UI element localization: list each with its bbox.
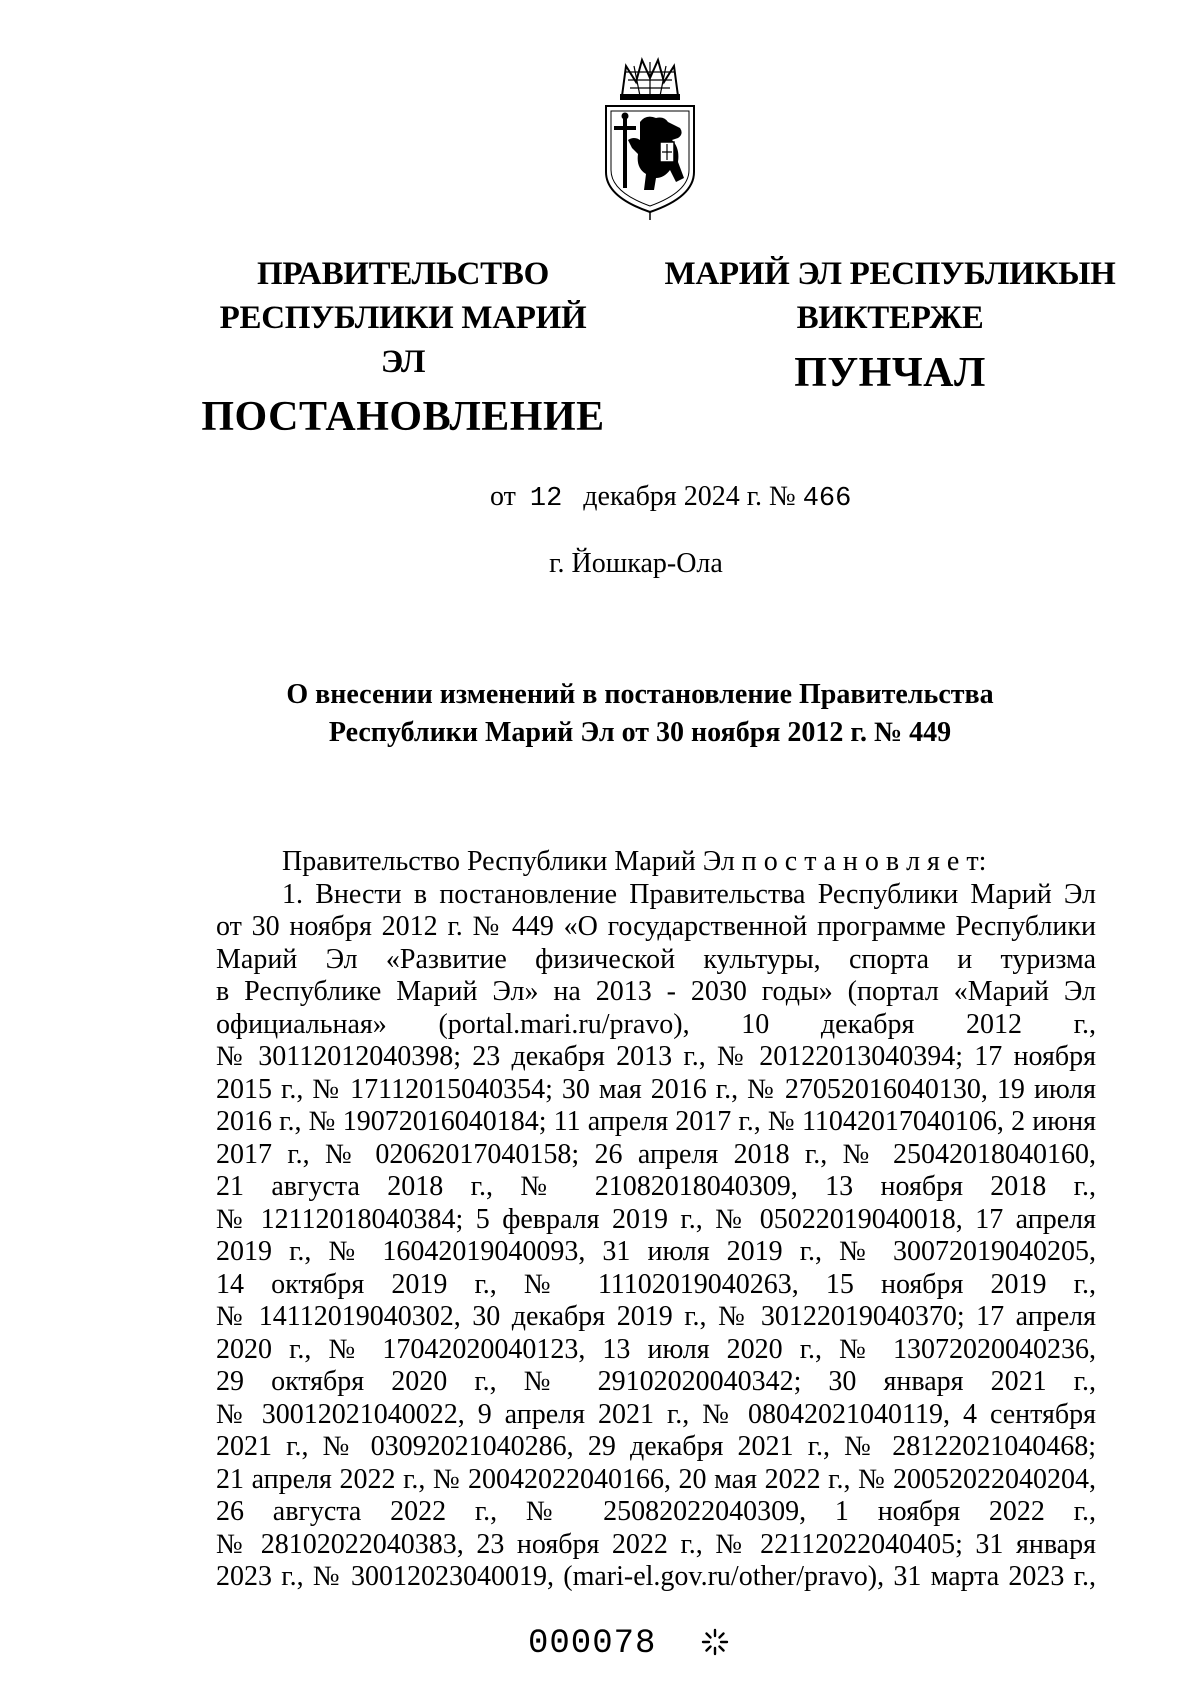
body-line: 1. Внести в постановление Правительства Республики Марий Эл — [282, 878, 1096, 910]
body-line: 2016 г., № 19072016040184; 11 апреля 2017 г., № 11042017040106, 2 июня — [216, 1106, 1096, 1137]
body-line: 2021 г., № 03092021040286, 29 декабря 2021 г., № 28122021040468; — [216, 1431, 1096, 1462]
org-name-line2-ru: РЕСПУБЛИКИ МАРИЙ ЭЛ — [219, 300, 587, 380]
date-month-year: декабря 2024 г. № — [583, 481, 796, 512]
body-line: официальная» (portal.mari.ru/pravo), 10 декабря 2012 г., — [216, 1008, 1096, 1040]
body-line: от 30 ноября 2012 г. № 449 «О государственной программе Республики — [216, 911, 1096, 942]
doc-type-mari: ПУНЧАЛ — [794, 350, 986, 396]
body-line: 21 апреля 2022 г., № 20042022040166, 20 мая 2022 г., № 20052022040204, — [216, 1463, 1096, 1495]
body-line: № 30112012040398; 23 декабря 2013 г., № 20122013040394; 17 ноября — [216, 1041, 1096, 1072]
body-line: № 30012021040022, 9 апреля 2021 г., № 08042021040119, 4 сентября — [216, 1398, 1096, 1430]
document-title — [240, 676, 1040, 752]
org-name-line2-mari: ВИКТЕРЖЕ — [796, 300, 984, 336]
date-prefix: от — [490, 481, 516, 512]
title-line2: Республики Марий Эл от 30 ноября 2012 г. № 449 — [328, 717, 952, 748]
header-left — [198, 252, 608, 442]
org-name-line1-ru: ПРАВИТЕЛЬСТВО — [257, 256, 549, 292]
body-paragraph — [216, 879, 1096, 1594]
asterisk-mark-icon — [698, 1625, 732, 1659]
body-line: 2015 г., № 17112015040354; 30 мая 2016 г., № 27052016040130, 19 июля — [216, 1073, 1096, 1105]
body-line: в Республике Марий Эл» на 2013 - 2030 годы» (портал «Марий Эл — [216, 976, 1096, 1007]
body-intro: Правительство Республики Марий Эл п о с т а н о в л я е т: — [282, 846, 987, 877]
body-line: 21 августа 2018 г., № 21082018040309, 13 ноября 2018 г., — [216, 1171, 1096, 1202]
footer-serial: 000078 — [528, 1625, 657, 1663]
header-right — [660, 252, 1120, 398]
body-line: 2023 г., № 30012023040019, (mari-el.gov.ru/other/pravo), 31 марта 2023 г., — [216, 1561, 1096, 1592]
org-name-line1-mari: МАРИЙ ЭЛ РЕСПУБЛИКЫН — [664, 256, 1116, 292]
body-line: 2020 г., № 17042020040123, 13 июля 2020 г., № 13072020040236, — [216, 1333, 1096, 1365]
document-body — [216, 846, 1096, 1594]
body-line: № 12112018040384; 5 февраля 2019 г., № 05022019040018, 17 апреля — [216, 1203, 1096, 1235]
title-line1: О внесении изменений в постановление Правительства — [286, 679, 994, 710]
body-line: 2017 г., № 02062017040158; 26 апреля 2018 г., № 25042018040160, — [216, 1138, 1096, 1170]
body-line: 29 октября 2020 г., № 29102020040342; 30 января 2021 г., — [216, 1366, 1096, 1397]
body-line: 14 октября 2019 г., № 11102019040263, 15 ноября 2019 г., — [216, 1268, 1096, 1300]
coat-of-arms-icon — [600, 52, 700, 222]
date-day: 12 — [529, 484, 563, 514]
doc-type-ru: ПОСТАНОВЛЕНИЕ — [201, 394, 605, 440]
body-line: Марий Эл «Развитие физической культуры, спорта и туризма — [216, 943, 1096, 975]
body-line: 26 августа 2022 г., № 25082022040309, 1 ноября 2022 г., — [216, 1496, 1096, 1527]
body-line: № 28102022040383, 23 ноября 2022 г., № 22112022040405; 31 января — [216, 1528, 1096, 1560]
city: г. Йошкар-Ола — [549, 548, 723, 579]
date-line — [490, 481, 851, 514]
body-line: 2019 г., № 16042019040093, 31 июля 2019 г., № 30072019040205, — [216, 1236, 1096, 1267]
body-line: № 14112019040302, 30 декабря 2019 г., № 30122019040370; 17 апреля — [216, 1301, 1096, 1332]
doc-number: 466 — [802, 484, 852, 514]
